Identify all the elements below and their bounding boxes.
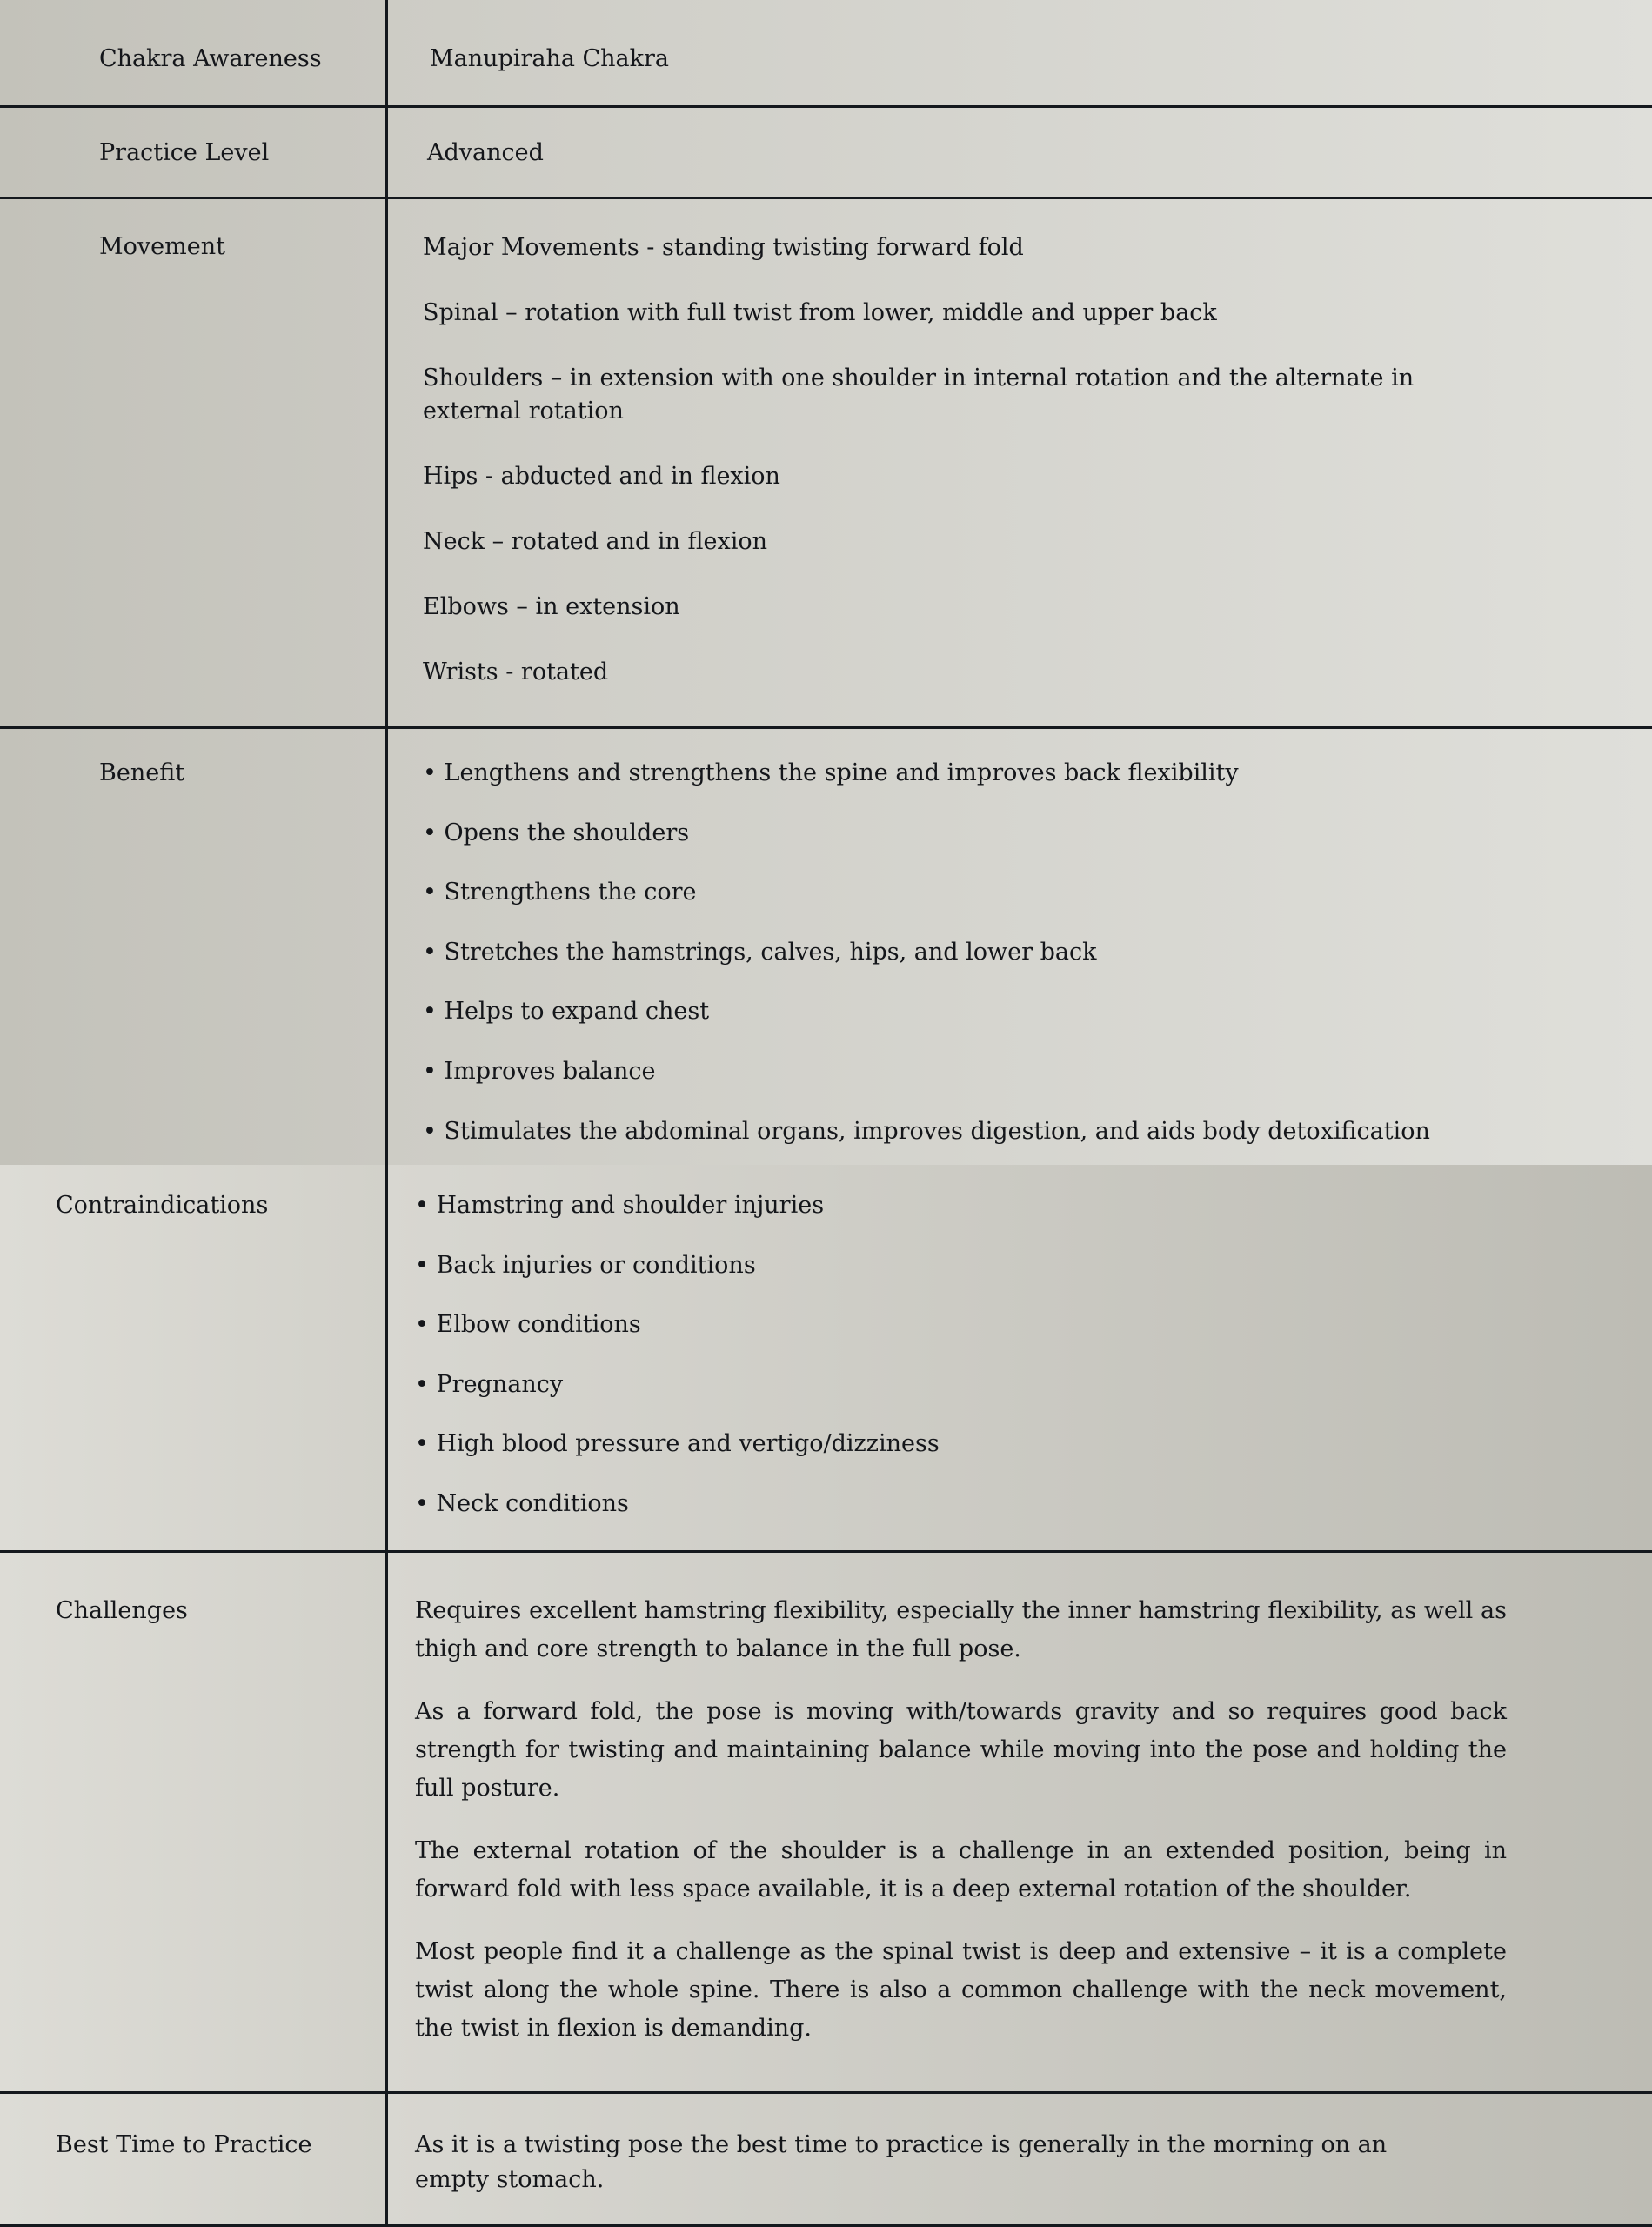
benefit-item: • Lengthens and strengthens the spine and improves back flexibility — [423, 759, 1239, 786]
best-time-label: Best Time to Practice — [56, 2131, 312, 2158]
movement-item: Wrists - rotated — [423, 659, 609, 685]
benefit-item: • Stimulates the abdominal organs, improves digestion, and aids body detoxification — [423, 1117, 1430, 1145]
benefit-item: • Stretches the hamstrings, calves, hips, and lower back — [423, 938, 1097, 966]
challenges-label: Challenges — [56, 1597, 188, 1624]
movement-item: Major Movements - standing twisting forward fold — [423, 234, 1024, 261]
benefit-item: • Improves balance — [423, 1057, 656, 1085]
challenge-paragraph: The external rotation of the shoulder is a challenge in an extended position, being in forward fold with less space available, it is a deep external rotation of the shoulder. — [415, 1837, 1507, 1903]
level-value: Advanced — [427, 139, 544, 166]
benefit-item: • Opens the shoulders — [423, 819, 690, 846]
contraindication-item: • Neck conditions — [415, 1489, 629, 1517]
contraindications-list — [415, 1188, 1633, 1547]
contraindication-item: • Hamstring and shoulder injuries — [415, 1192, 825, 1219]
movement-item: Elbows – in extension — [423, 593, 680, 620]
movement-list — [423, 231, 1519, 721]
contraindication-item: • Back injuries or conditions — [415, 1251, 756, 1279]
row-divider — [0, 105, 1652, 108]
challenges-text — [415, 1592, 1507, 2072]
row-divider — [0, 197, 1652, 199]
movement-item: Neck – rotated and in flexion — [423, 528, 768, 555]
level-label: Practice Level — [99, 139, 270, 166]
label-column-bottom — [0, 1165, 386, 2227]
row-divider — [0, 2091, 1652, 2094]
movement-label: Movement — [99, 233, 225, 260]
row-divider — [0, 1550, 1652, 1553]
challenge-paragraph: Most people find it a challenge as the spinal twist is deep and extensive – it is a complete twist along the whole spine. There is also a common challenge with the neck movement, the twist in flexion is demanding. — [415, 1938, 1507, 2042]
contraindications-label: Contraindications — [56, 1192, 269, 1219]
chakra-value: Manupiraha Chakra — [430, 45, 670, 72]
contraindication-item: • Elbow conditions — [415, 1311, 641, 1339]
benefit-item: • Helps to expand chest — [423, 998, 710, 1026]
chakra-label: Chakra Awareness — [99, 45, 322, 72]
benefit-list — [423, 756, 1641, 1174]
contraindication-item: • High blood pressure and vertigo/dizziness — [415, 1430, 940, 1458]
movement-item: Spinal – rotation with full twist from lower, middle and upper back — [423, 299, 1217, 326]
label-column-top — [0, 0, 386, 1165]
challenge-paragraph: Requires excellent hamstring flexibility, especially the inner hamstring flexibility, as well as thigh and core strength to balance in the full pose. — [415, 1597, 1507, 1662]
movement-item: Hips - abducted and in flexion — [423, 463, 780, 490]
challenge-paragraph: As a forward fold, the pose is moving with/towards gravity and so requires good back strength for twisting and maintaining balance while moving into the pose and holding the full posture. — [415, 1698, 1507, 1802]
row-divider — [0, 726, 1652, 729]
movement-item: Shoulders – in extension with one shoulder in internal rotation and the alternate in external rotation — [423, 364, 1415, 425]
best-time-value: As it is a twisting pose the best time to practice is generally in the morning on an empty stomach. — [415, 2131, 1388, 2193]
benefit-item: • Strengthens the core — [423, 879, 697, 906]
benefit-label: Benefit — [99, 759, 185, 786]
contraindication-item: • Pregnancy — [415, 1370, 564, 1398]
column-divider — [385, 0, 388, 2227]
